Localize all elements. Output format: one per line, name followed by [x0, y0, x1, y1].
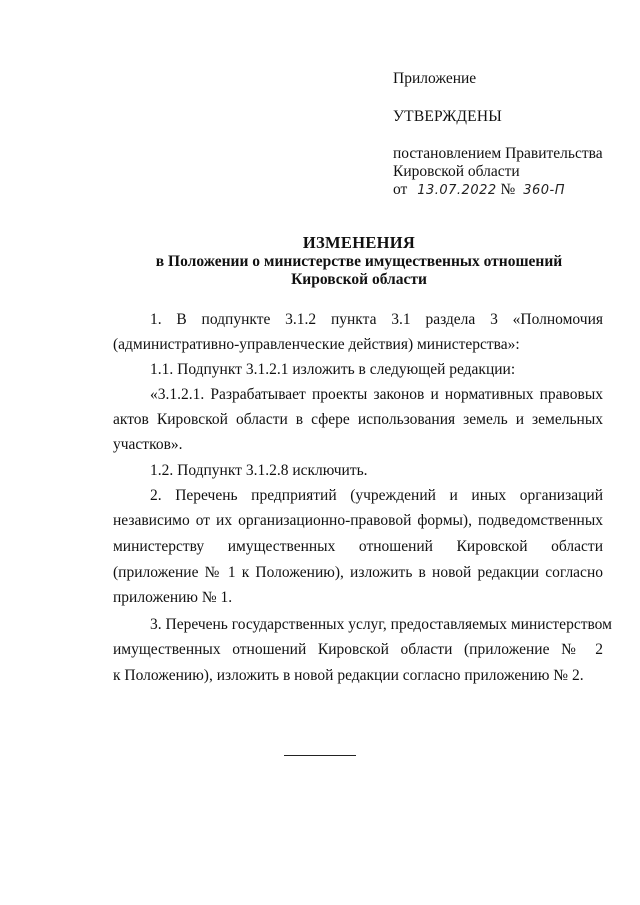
quote-line-3: участков».	[113, 436, 183, 453]
number-sign: №	[500, 181, 516, 198]
quote-line-1: «3.1.2.1. Разрабатывает проекты законов и нормативных правовых	[150, 386, 603, 403]
p2-line-2: независимо от их организационно-правовой формы), подведомственных	[113, 512, 603, 529]
p2-line-1: 2. Перечень предприятий (учреждений и иных организаций	[150, 487, 603, 504]
quote-line-2: актов Кировской области в сфере использования земель и земельных	[113, 411, 603, 428]
p1-line-2: (административно-управленческие действия) министерства»:	[113, 336, 520, 353]
p2-line-3: министерству имущественных отношений Кировской области	[113, 538, 603, 555]
approved-label: УТВЕРЖДЕНЫ	[393, 108, 502, 125]
handwritten-date: 13.07.2022	[417, 183, 497, 198]
end-divider	[284, 755, 356, 756]
from-prefix: от	[393, 181, 408, 198]
p3-line-1: 3. Перечень государственных услуг, предоставляемых министерством	[150, 616, 612, 633]
p1-1: 1.1. Подпункт 3.1.2.1 изложить в следующей редакции:	[150, 361, 516, 378]
p2-line-4: (приложение № 1 к Положению), изложить в новой редакции согласно	[113, 564, 603, 581]
p2-line-5: приложению № 1.	[113, 589, 233, 606]
p3-line-3: к Положению), изложить в новой редакции согласно приложению № 2.	[113, 667, 584, 684]
document-subtitle-line-1: в Положении о министерстве имущественных отношений	[155, 253, 563, 270]
document-title: ИЗМЕНЕНИЯ	[302, 233, 416, 252]
handwritten-number: 360-П	[523, 183, 565, 198]
appendix-label: Приложение	[393, 70, 477, 87]
p3-line-2: имущественных отношений Кировской области (приложение № 2	[113, 641, 603, 658]
document-subtitle-line-2: Кировской области	[291, 271, 427, 288]
p1-2: 1.2. Подпункт 3.1.2.8 исключить.	[150, 462, 368, 479]
p1-line-1: 1. В подпункте 3.1.2 пункта 3.1 раздела 3 «Полномочия	[150, 311, 603, 328]
approval-line-1: постановлением Правительства	[393, 145, 603, 162]
approval-date-line	[393, 181, 565, 200]
approval-line-2: Кировской области	[393, 163, 520, 180]
